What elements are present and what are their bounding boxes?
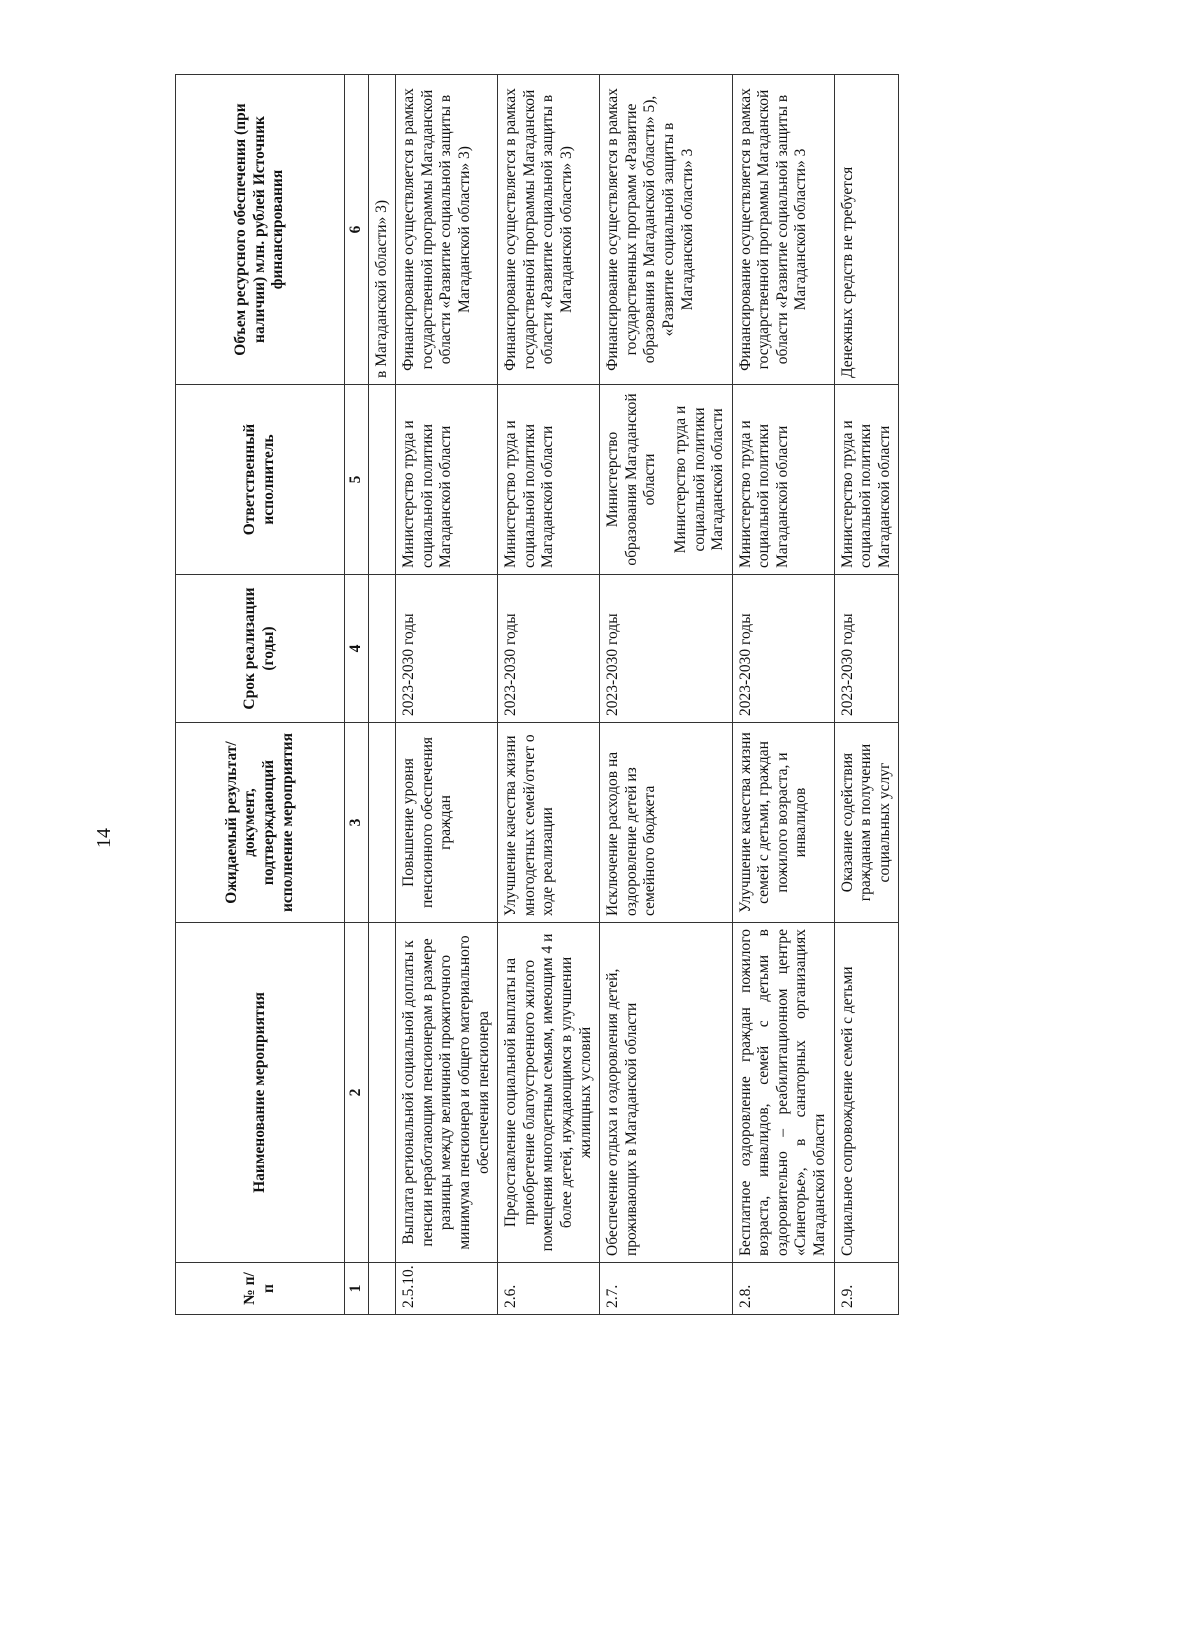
measure-name: Бесплатное оздоровление граждан пожилого возраста, инвалидов, семей с детьми в оздоровительно – реабилитационном центре «Синегорье», в санаторных организациях Магаданской области [732, 923, 834, 1263]
table-row [600, 75, 733, 1315]
header-funding: Объем ресурсного обеспечения (при наличии) млн. рублей Источник финансирования [176, 75, 345, 385]
measure-name: Социальное сопровождение семей с детьми [834, 923, 899, 1263]
funding-continuation: в Магаданской области» 3) [368, 75, 396, 385]
col-number: 1 [345, 1263, 369, 1315]
implementation-term: 2023-2030 годы [732, 575, 834, 723]
responsible-executor-secondary: Министерство труда и социальной политики Магаданской области [671, 405, 727, 554]
funding-source: Денежных средств не требуется [834, 75, 899, 385]
expected-result: Исключение расходов на оздоровление детей из семейного бюджета [600, 723, 733, 923]
implementation-term: 2023-2030 годы [600, 575, 733, 723]
table-row [498, 75, 600, 1315]
column-number-row [345, 75, 369, 1315]
table-cell [368, 575, 396, 723]
responsible-executor: Министерство образования Магаданской области [604, 393, 659, 566]
row-number: 2.8. [732, 1263, 834, 1315]
responsible-executor-cell [600, 385, 733, 575]
rotated-table-container [175, 75, 1045, 1315]
measures-table [175, 74, 899, 1315]
spacer [660, 391, 672, 568]
funding-source: Финансирование осуществляется в рамках государственной программы Магаданской области «Развитие социальной защиты в Магаданской области» 3) [498, 75, 600, 385]
col-number: 2 [345, 923, 369, 1263]
responsible-executor: Министерство труда и социальной политики Магаданской области [732, 385, 834, 575]
col-number: 4 [345, 575, 369, 723]
implementation-term: 2023-2030 годы [498, 575, 600, 723]
table-header-row [176, 75, 345, 1315]
row-number: 2.9. [834, 1263, 899, 1315]
expected-result: Оказание содействия гражданам в получении социальных услуг [834, 723, 899, 923]
header-executor: Ответственный исполнитель [176, 385, 345, 575]
expected-result: Улучшение качества жизни многодетных семей/отчет о ходе реализации [498, 723, 600, 923]
col-number: 5 [345, 385, 369, 575]
row-number: 2.7. [600, 1263, 733, 1315]
expected-result: Улучшение качества жизни семей с детьми, граждан пожилого возраста, и инвалидов [732, 723, 834, 923]
header-term: Срок реализации (годы) [176, 575, 345, 723]
funding-source: Финансирование осуществляется в рамках государственной программы Магаданской области «Развитие социальной защиты в Магаданской области» 3) [396, 75, 498, 385]
responsible-executor: Министерство труда и социальной политики Магаданской области [834, 385, 899, 575]
implementation-term: 2023-2030 годы [396, 575, 498, 723]
funding-source: Финансирование осуществляется в рамках государственных программ «Развитие образования в Магаданской области» 5), «Развитие социальной защиты в Магаданской области» 3 [600, 75, 733, 385]
header-num: № п/п [176, 1263, 345, 1315]
table-cell [368, 385, 396, 575]
expected-result: Повышение уровня пенсионного обеспечения граждан [396, 723, 498, 923]
continuation-row [368, 75, 396, 1315]
funding-source: Финансирование осуществляется в рамках государственной программы Магаданской области «Развитие социальной защиты в Магаданской области» 3 [732, 75, 834, 385]
header-result: Ожидаемый результат/ документ, подтверждающий исполнение мероприятия [176, 723, 345, 923]
measure-name: Обеспечение отдыха и оздоровления детей, проживающих в Магаданской области [600, 923, 733, 1263]
header-name: Наименование мероприятия [176, 923, 345, 1263]
table-cell [368, 1263, 396, 1315]
row-number: 2.6. [498, 1263, 600, 1315]
table-cell [368, 723, 396, 923]
responsible-executor: Министерство труда и социальной политики Магаданской области [396, 385, 498, 575]
table-row [396, 75, 498, 1315]
col-number: 3 [345, 723, 369, 923]
table-row [732, 75, 834, 1315]
table-row [834, 75, 899, 1315]
row-number: 2.5.10. [396, 1263, 498, 1315]
responsible-executor: Министерство труда и социальной политики Магаданской области [498, 385, 600, 575]
implementation-term: 2023-2030 годы [834, 575, 899, 723]
measure-name: Предоставление социальной выплаты на приобретение благоустроенного жилого помещения многодетным семьям, имеющим 4 и более детей, нуждающимся в улучшении жилищных условий [498, 923, 600, 1263]
table-cell [368, 923, 396, 1263]
page-number: 14 [93, 828, 115, 848]
col-number: 6 [345, 75, 369, 385]
measure-name: Выплата региональной социальной доплаты к пенсии неработающим пенсионерам в размере разницы между величиной прожиточного минимума пенсионера и общего материального обеспечения пенсионера [396, 923, 498, 1263]
